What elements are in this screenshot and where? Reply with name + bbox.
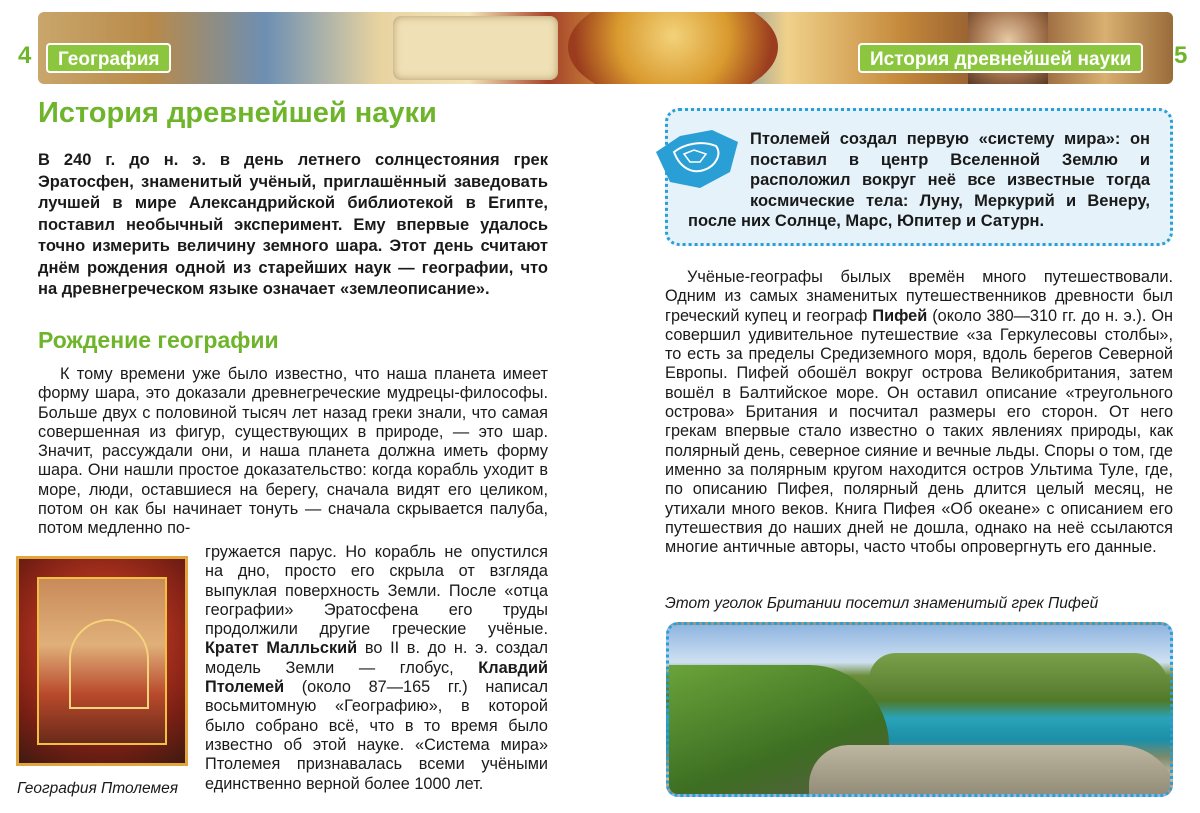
body-paragraph-1: К тому времени уже было известно, что наша планета имеет форму шара, это доказали древнегреческие мудрецы-философы. Больше двух с половиной тысяч лет назад греки знали, что самая совершенная из фигур, существующих в природе, — это шар. Значит, рассуждали они, и наша планета должна иметь форму шара. Они нашли простое доказательство: когда корабль уходит в море, люди, оставшиеся на берегу, сначала видят его целиком, потом он как бы начинает тонуть — сначала скрывается палуба, потом медленно по- <box>38 365 548 538</box>
scroll-illustration <box>393 16 558 80</box>
body-paragraph-2: гружается парус. Но корабль не опустился на дно, просто его скрыла от взгляда выпуклая поверхность Земли. После «отца географии» Эратосфена его труды продолжили другие греческие учёные. Кратет Малльский во II в. до н. э. создал модель Земли — глобус, Клавдий Птолемей (около 87—165 гг.) написал восьмитомную «Географию», в которой было собрано всё, что в то время было известно об этой науке. «Система мира» Птолемея признавалась всеми учёными единственно верной более 1000 лет. <box>205 543 549 793</box>
section-tab-right: История древнейшей науки <box>858 43 1143 73</box>
illustration-caption: География Птолемея <box>17 780 178 797</box>
info-box-text: Птолемей создал первую «систему мира»: он поставил в центр Вселенной Землю и расположил вокруг неё все известные тогда космические тела: Луну, Меркурий и Венеру, после них Солнце, Марс, Юпитер и Сатурн. <box>688 130 1150 230</box>
britain-coast-photo <box>666 622 1173 797</box>
lead-paragraph: В 240 г. до н. э. в день летнего солнцестояния грек Эратосфен, знаменитый учёный, приглашённый заведовать лучшей в мире Александрийской библиотекой в Египте, поставил необычный эксперимент. Ему впервые удалось точно измерить величину земного шара. Этот день считают днём рождения одной из старейших наук — географии, что на древнегреческом языке означает «землеописание». <box>38 151 548 298</box>
section-tab-left: География <box>46 43 171 73</box>
page-number-right: 5 <box>1174 42 1188 69</box>
page-number-left: 4 <box>18 42 32 69</box>
body-paragraph-3: Учёные-географы былых времён много путешествовали. Одним из самых знаменитых путешественников древности был греческий купец и географ Пифей (около 380—310 гг. до н. э.). Он совершил удивительное путешествие «за Геркулесовы столбы», то есть за пределы Средиземного моря, вдоль берегов Северной Европы. Пифей обошёл вокруг острова Великобритания, затем вошёл в Балтийское море. Он оставил описание «треугольного острова» Британия и посчитал размеры его сторон. От него грекам впервые стало известно о таких явлениях природы, как полярный день, северное сияние и вечные льды. Споры о том, где именно за полярным кругом находится остров Ультима Туле, где, по описанию Пифея, полярный день длится целый месяц, не утихали много веков. Книга Пифея «Об океане» с описанием его путешествия до наших дней не дошла, однако на неё ссылаются многие античные авторы, часто чтобы опровергнуть его данные. <box>665 268 1173 557</box>
photo-caption: Этот уголок Британии посетил знаменитый грек Пифей <box>665 595 1099 612</box>
name-ptolemy: Клавдий Птолемей <box>205 658 548 697</box>
page-title: История древнейшей науки <box>38 97 437 129</box>
globe-illustration <box>568 12 778 84</box>
ptolemy-geography-illustration <box>16 556 188 766</box>
section-subtitle: Рождение географии <box>38 327 279 353</box>
name-pytheas: Пифей <box>872 306 928 325</box>
name-krates: Кратет Малльский <box>205 639 358 658</box>
